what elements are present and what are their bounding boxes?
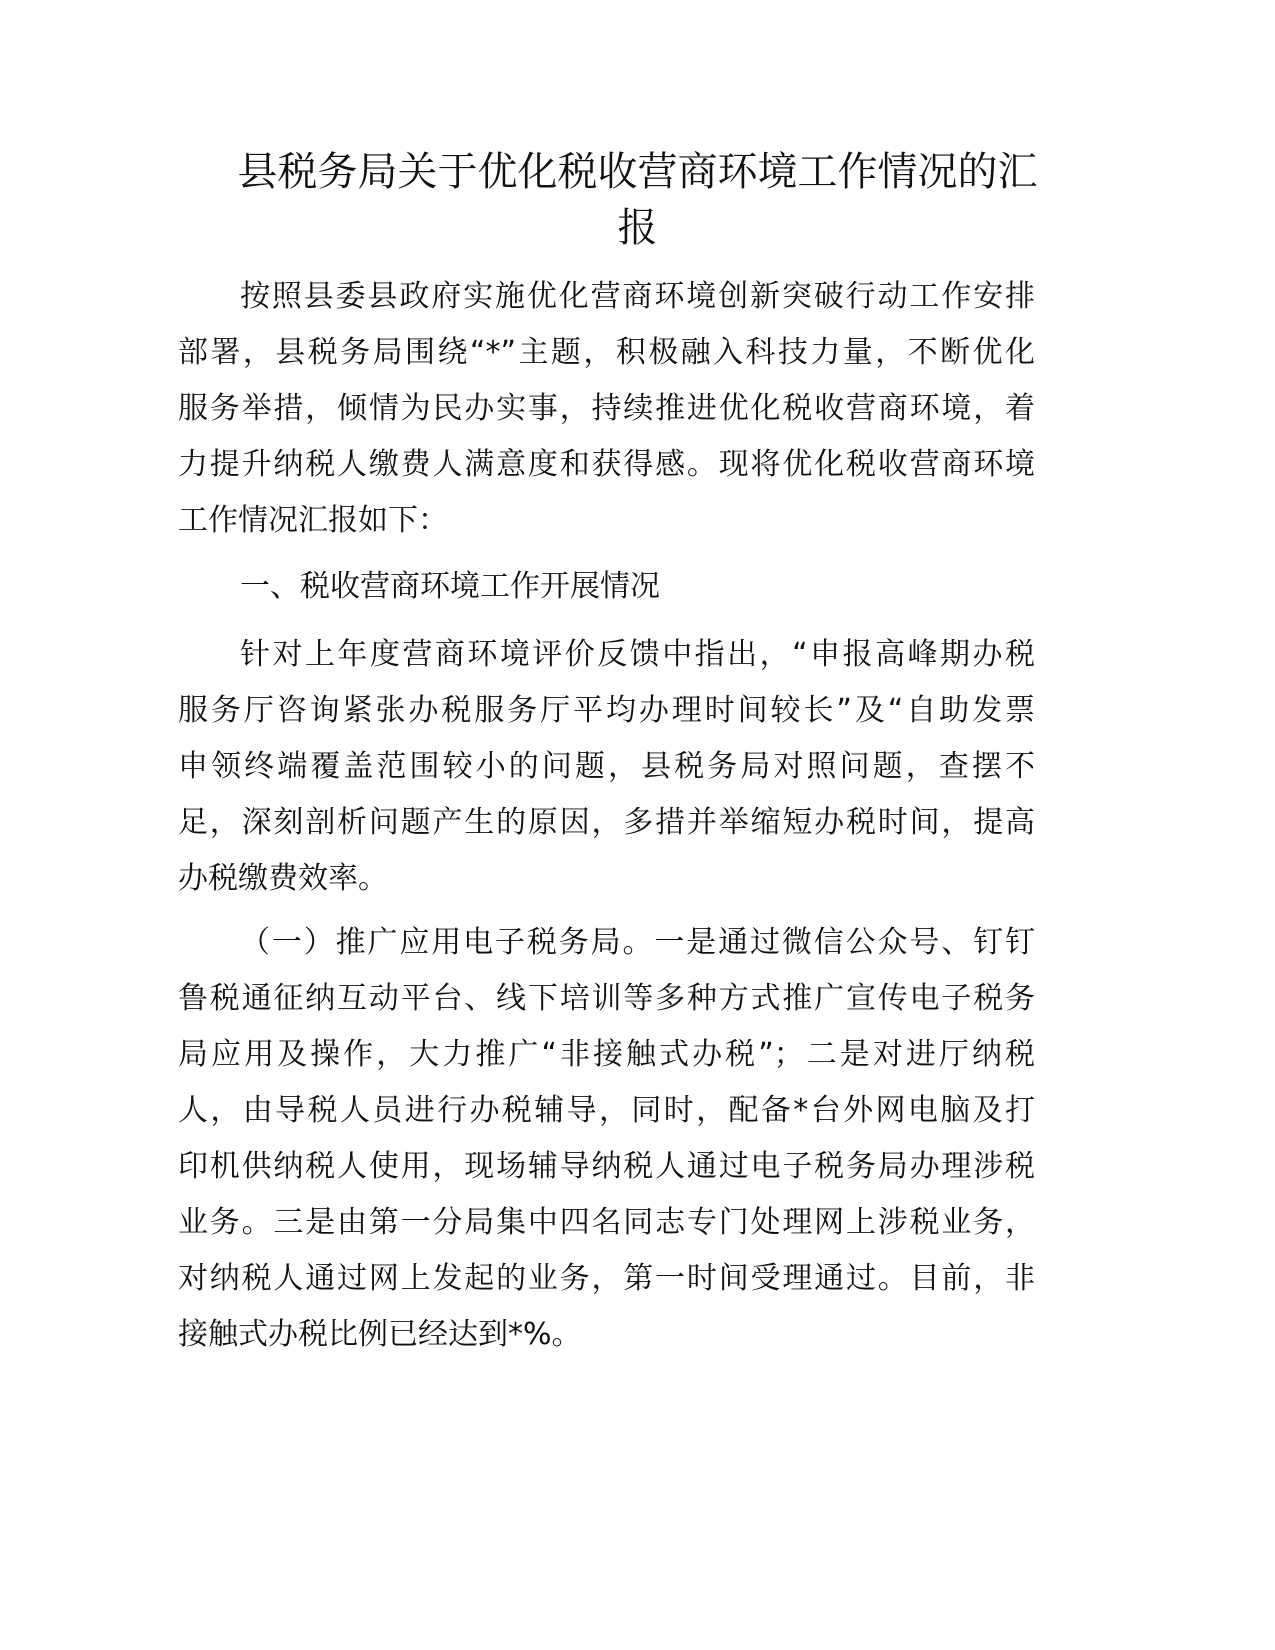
text-line: 局应用及操作，大力推广“非接触式办税”；二是对进厅纳税 [178,1037,1035,1072]
paragraph-e-tax-bureau [178,915,1035,1363]
section-heading [178,559,1035,615]
text-line: 办税缴费效率。 [178,861,388,896]
text-line: 业务。三是由第一分局集中四名同志专门处理网上涉税业务， [178,1205,1035,1240]
text-line: 足，深刻剖析问题产生的原因，多措并举缩短办税时间，提高 [178,805,1035,840]
text-line: 服务举措，倾情为民办实事，持续推进优化税收营商环境，着 [178,391,1035,426]
text-line: 人，由导税人员进行办税辅导，同时，配备*台外网电脑及打 [178,1093,1035,1128]
paragraph-problems [178,627,1035,907]
text-line: 按照县委县政府实施优化营商环境创新突破行动工作安排 [240,279,1035,314]
text-line: 服务厅咨询紧张办税服务厅平均办理时间较长”及“自助发票 [178,693,1035,728]
paragraph-intro [178,269,1035,549]
text-line: 印机供纳税人使用，现场辅导纳税人通过电子税务局办理涉税 [178,1149,1035,1184]
text-line: 工作情况汇报如下： [178,503,448,538]
text-line: 一、税收营商环境工作开展情况 [240,569,660,604]
text-line: 申领终端覆盖范围较小的问题，县税务局对照问题，查摆不 [178,749,1035,784]
text-line: 对纳税人通过网上发起的业务，第一时间受理通过。目前，非 [178,1261,1035,1296]
text-line: （一）推广应用电子税务局。一是通过微信公众号、钉钉 [240,925,1035,960]
text-line: 鲁税通征纳互动平台、线下培训等多种方式推广宣传电子税务 [178,981,1035,1016]
title-line-1: 县税务局关于优化税收营商环境工作情况的汇 [237,149,1038,195]
text-line: 针对上年度营商环境评价反馈中指出，“申报高峰期办税 [240,637,1035,672]
text-line: 部署，县税务局围绕“*”主题，积极融入科技力量，不断优化 [178,335,1035,370]
title-line-2: 报 [617,205,658,251]
text-line: 力提升纳税人缴费人满意度和获得感。现将优化税收营商环境 [178,447,1035,482]
document-title [150,144,1125,256]
text-line: 接触式办税比例已经达到*%。 [178,1317,582,1352]
